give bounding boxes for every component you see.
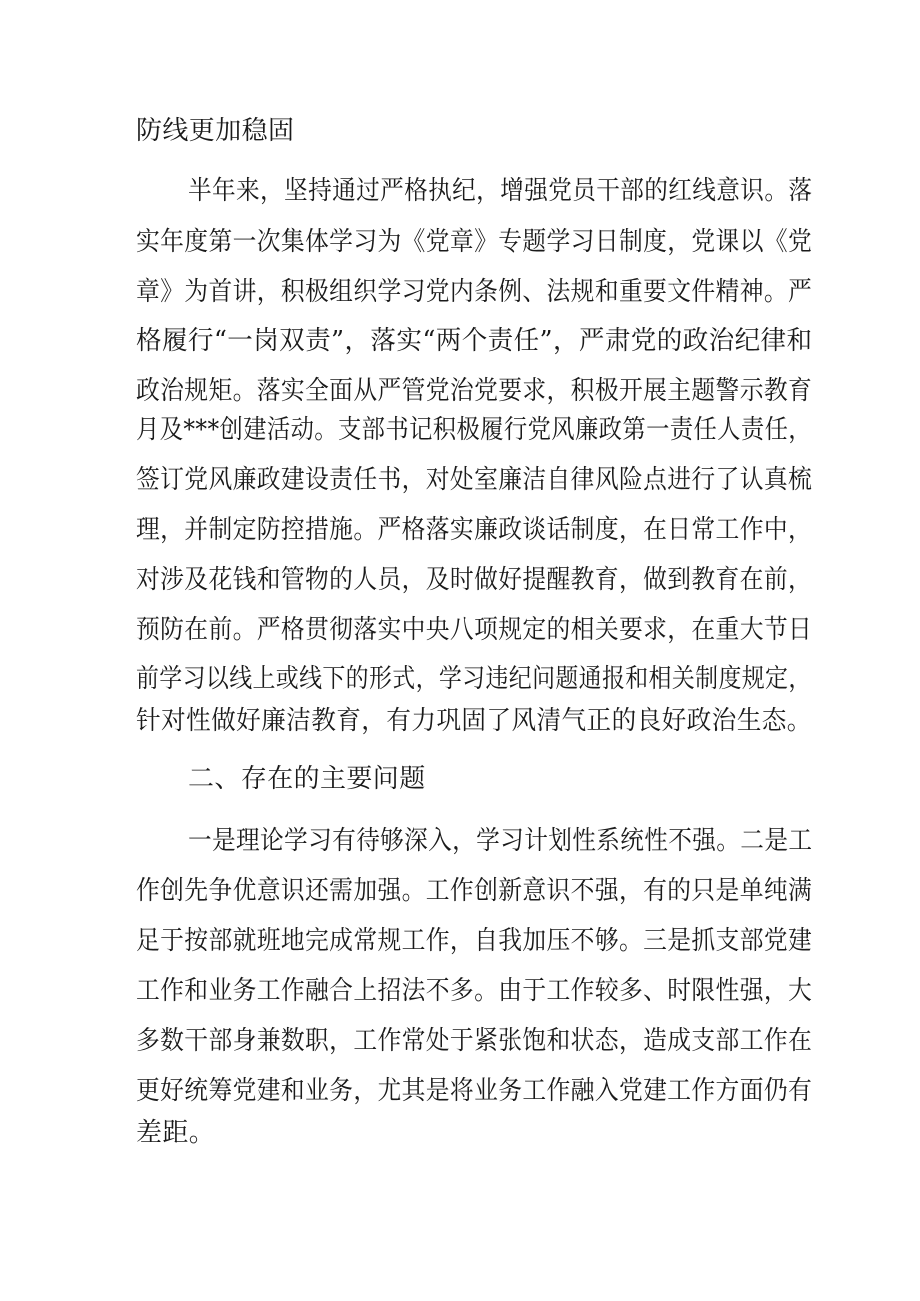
paragraph-line: 作创先争优意识还需加强。工作创新意识不强，有的只是单纯满	[136, 876, 813, 906]
paragraph-line: 实年度第一次集体学习为《党章》专题学习日制度，党课以《党	[136, 227, 813, 257]
paragraph-line: 针对性做好廉洁教育，有力巩固了风清气正的良好政治生态。	[136, 706, 812, 736]
paragraph-line: 月及***创建活动。支部书记积极履行党风廉政第一责任人责任，	[136, 415, 812, 445]
paragraph-line: 多数干部身兼数职，工作常处于紧张饱和状态，造成支部工作在	[136, 1026, 813, 1056]
paragraph-line: 前学习以线上或线下的形式，学习违纪问题通报和相关制度规定，	[136, 664, 812, 694]
paragraph-line: 半年来，坚持通过严格执纪，增强党员干部的红线意识。落	[188, 176, 813, 206]
paragraph-line: 对涉及花钱和管物的人员，及时做好提醒教育，做到教育在前，	[136, 565, 813, 595]
section-heading: 二、存在的主要问题	[188, 764, 426, 794]
paragraph-line: 预防在前。严格贯彻落实中央八项规定的相关要求，在重大节日	[136, 615, 813, 645]
paragraph-line: 防线更加稳固	[136, 116, 295, 146]
paragraph-line: 签订党风廉政建设责任书，对处室廉洁自律风险点进行了认真梳	[136, 465, 813, 495]
paragraph-line: 格履行“一岗双责”，落实“两个责任”，严肃党的政治纪律和	[136, 326, 813, 356]
paragraph-line: 工作和业务工作融合上招法不多。由于工作较多、时限性强，大	[136, 976, 813, 1006]
paragraph-line: 政治规矩。落实全面从严管党治党要求，积极开展主题警示教育	[136, 376, 813, 406]
paragraph-line: 一是理论学习有待够深入，学习计划性系统性不强。二是工	[188, 826, 813, 856]
paragraph-line: 更好统筹党建和业务，尤其是将业务工作融入党建工作方面仍有	[136, 1076, 813, 1106]
paragraph-line: 差距。	[136, 1118, 216, 1148]
paragraph-line: 理，并制定防控措施。严格落实廉政谈话制度，在日常工作中，	[136, 515, 813, 545]
paragraph-line: 足于按部就班地完成常规工作，自我加压不够。三是抓支部党建	[136, 926, 813, 956]
paragraph-line: 章》为首讲，积极组织学习党内条例、法规和重要文件精神。严	[136, 277, 813, 307]
